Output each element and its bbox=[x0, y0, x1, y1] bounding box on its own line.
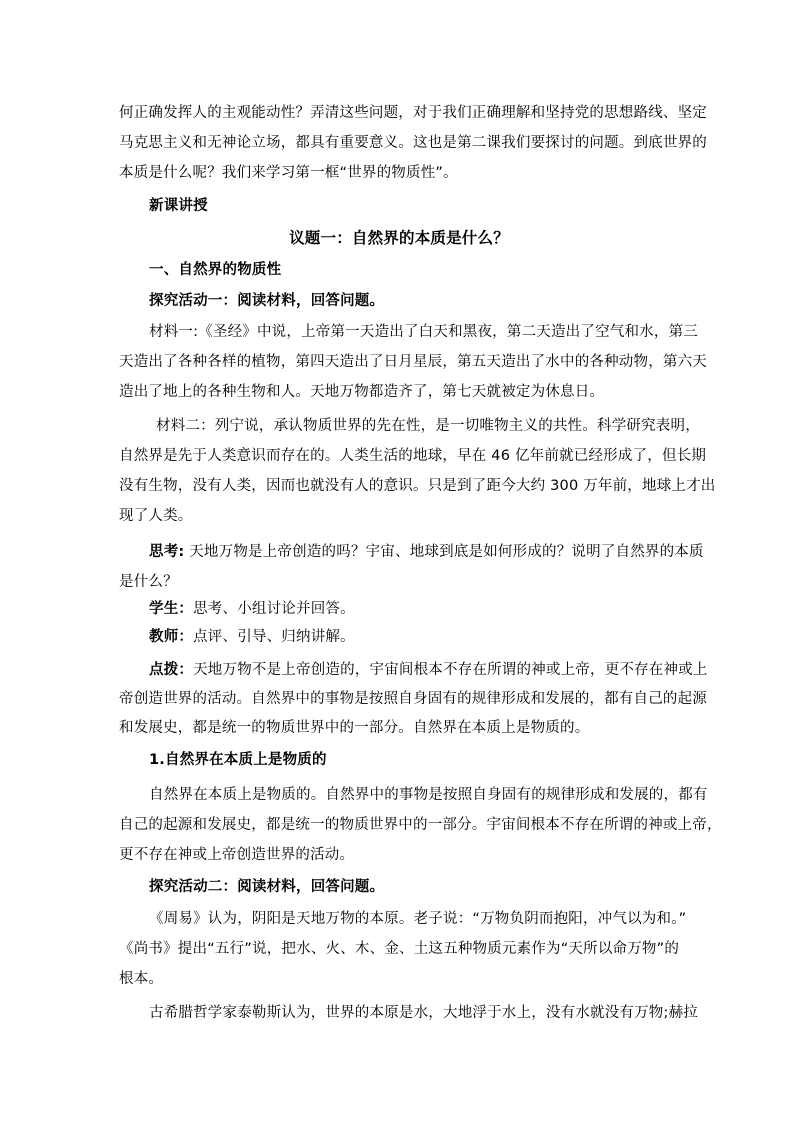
topic-title: 议题一：自然界的本质是什么？ bbox=[289, 229, 509, 247]
hint-label: 点拨： bbox=[149, 662, 194, 678]
material-three-line-1: 《周易》认为，阴阳是天地万物的本原。老子说：“万物负阴而抱阳，冲气以为和。” bbox=[149, 911, 687, 927]
activity-two-heading: 探究活动二：阅读材料，回答问题。 bbox=[149, 879, 385, 895]
student-line bbox=[149, 599, 709, 619]
student-label: 学生： bbox=[149, 601, 194, 617]
intro-line-1: 何正确发挥人的主观能动性？弄清这些问题，对于我们正确理解和坚持党的思想路线、坚定 bbox=[119, 105, 707, 121]
new-lesson-heading: 新课讲授 bbox=[149, 198, 208, 214]
intro-line-3: 本质是什么呢？我们来学习第一框“世界的物质性”。 bbox=[119, 165, 458, 181]
material-one-line-2: 天造出了各种各样的植物，第四天造出了日月星辰，第五天造出了水中的各种动物，第六天 bbox=[119, 354, 707, 370]
hint-text-1: 天地万物不是上帝创造的，宇宙间根本不存在所谓的神或上帝，更不存在神或上 bbox=[193, 662, 708, 678]
material-two-line-1: 材料二：列宁说，承认物质世界的先在性，是一切唯物主义的共性。科学研究表明， bbox=[156, 418, 700, 434]
material-three-line-2: 《尚书》提出“五行”说，把水、火、木、金、土这五种物质元素作为“天所以命万物”的 bbox=[119, 941, 680, 957]
activity-one-heading: 探究活动一：阅读材料，回答问题。 bbox=[149, 293, 385, 309]
material-three-line-3: 根本。 bbox=[119, 971, 164, 987]
point-one-line-1: 自然界在本质上是物质的。自然界中的事物是按照自身固有的规律形成和发展的，都有 bbox=[149, 787, 708, 803]
teacher-label: 教师： bbox=[149, 629, 194, 645]
section-heading: 一、自然界的物质性 bbox=[149, 262, 282, 278]
student-text: 思考、小组讨论并回答。 bbox=[193, 601, 355, 617]
point-one-line-3: 更不存在神或上帝创造世界的活动。 bbox=[119, 847, 355, 863]
material-four-line-1: 古希腊哲学家泰勒斯认为，世界的本原是水，大地浮于水上，没有水就没有万物;赫拉 bbox=[149, 1005, 698, 1021]
hint-line-3: 和发展史，都是统一的物质世界中的一部分。自然界在本质上是物质的。 bbox=[119, 720, 590, 736]
material-two-line-3: 没有生物，没有人类，因而也就没有人的意识。只是到了距今大约 300 万年前，地球上才出 bbox=[119, 478, 716, 494]
think-text: 天地万物是上帝创造的吗？宇宙、地球到底是如何形成的？说明了自然界的本质 bbox=[184, 544, 704, 560]
material-two-line-2: 自然界是先于人类意识而存在的。人类生活的地球，早在 46 亿年前就已经形成了，但长期 bbox=[119, 448, 707, 464]
think-line-2: 是什么？ bbox=[119, 574, 178, 590]
intro-line-2: 马克思主义和无神论立场，都具有重要意义。这也是第二课我们要探讨的问题。到底世界的 bbox=[119, 135, 707, 151]
point-one-heading: 1.自然界在本质上是物质的 bbox=[149, 752, 327, 768]
material-two-line-4: 现了人类。 bbox=[119, 508, 193, 524]
think-line-1 bbox=[149, 542, 704, 562]
point-one-line-2: 自己的起源和发展史，都是统一的物质世界中的一部分。宇宙间根本不存在所谓的神或上帝， bbox=[119, 817, 722, 833]
teacher-text: 点评、引导、归纳讲解。 bbox=[193, 629, 355, 645]
material-one-line-1: 材料一:《圣经》中说，上帝第一天造出了白天和黑夜，第二天造出了空气和水，第三 bbox=[149, 324, 698, 340]
hint-line-1 bbox=[149, 660, 708, 680]
think-label: 思考: bbox=[149, 544, 185, 560]
material-one-line-3: 造出了地上的各种生物和人。天地万物都造齐了，第七天就被定为休息日。 bbox=[119, 384, 605, 400]
teacher-line bbox=[149, 627, 709, 647]
hint-line-2: 帝创造世界的活动。自然界中的事物是按照自身固有的规律形成和发展的，都有自己的起源 bbox=[119, 691, 707, 707]
